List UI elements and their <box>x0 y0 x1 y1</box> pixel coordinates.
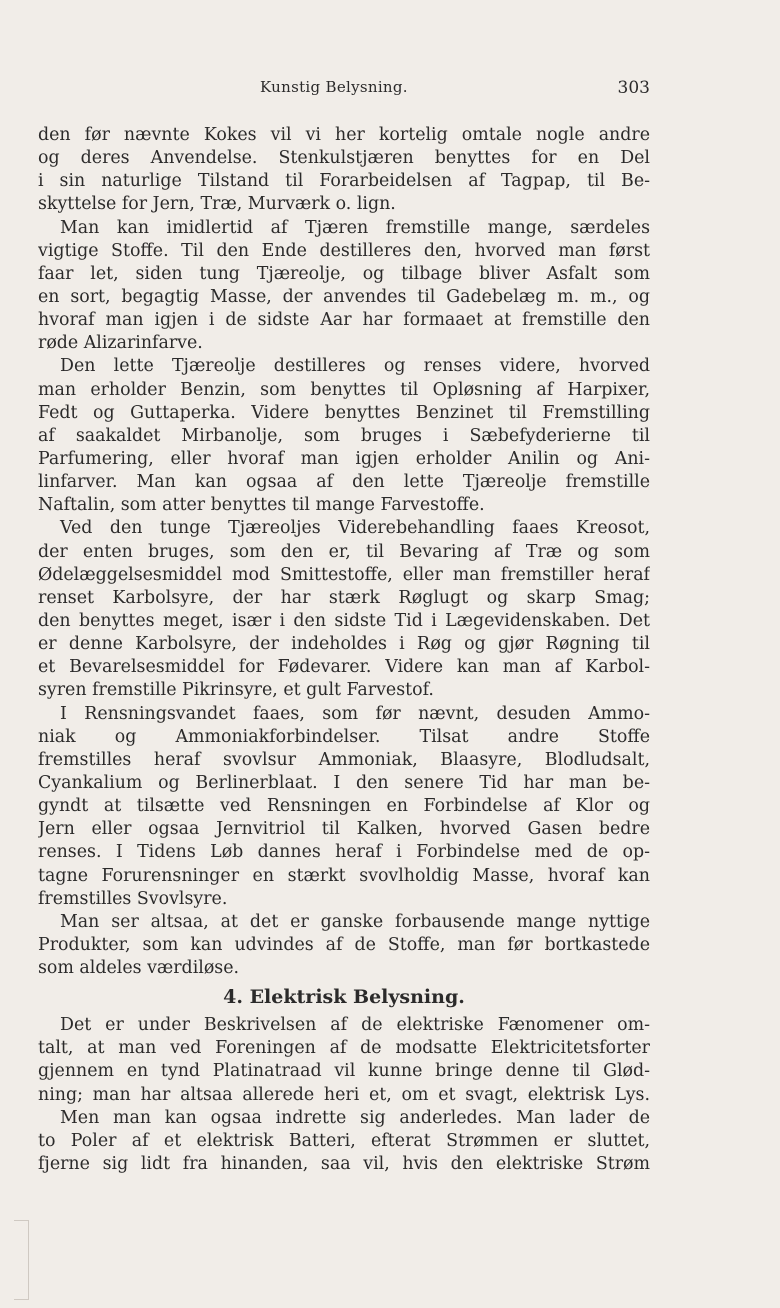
text-line: gyndt at tilsætte ved Rensningen en Forbindelse af Klor og <box>38 796 650 817</box>
paragraph <box>38 517 650 702</box>
text-line: røde Alizarinfarve. <box>38 333 203 354</box>
page-number: 303 <box>617 78 650 98</box>
text-line: talt, at man ved Foreningen af de modsatte Elektricitetsforter <box>38 1038 650 1059</box>
text-line: renset Karbolsyre, der har stærk Røglugt og skarp Smag; <box>38 587 650 608</box>
text-line: af saakaldet Mirbanolje, som bruges i Sæbefyderierne til <box>38 425 650 446</box>
text-line: Man kan imidlertid af Tjæren fremstille mange, særdeles <box>60 217 650 238</box>
text-line: Det er under Beskrivelsen af de elektriske Fænomener om- <box>60 1015 650 1036</box>
text-line: fremstilles heraf svovlsur Ammoniak, Blaasyre, Blodludsalt, <box>38 749 650 770</box>
text-line: renses. I Tidens Løb dannes heraf i Forbindelse med de op- <box>38 842 650 863</box>
text-line: linfarver. Man kan ogsaa af den lette Tjæreolje fremstille <box>38 472 650 493</box>
text-line: den før nævnte Kokes vil vi her kortelig omtale nogle andre <box>38 125 650 145</box>
body-text <box>38 124 650 1176</box>
text-line: Ved den tunge Tjæreoljes Viderebehandling faaes Kreosot, <box>60 518 650 539</box>
text-line: og deres Anvendelse. Stenkulstjæren benyttes for en Del <box>38 148 650 169</box>
paragraph <box>38 1107 650 1176</box>
text-line: Parfumering, eller hvoraf man igjen erholder Anilin og Ani- <box>38 448 650 469</box>
text-line: Men man kan ogsaa indrette sig anderledes. Man lader de <box>60 1107 650 1128</box>
text-line: I Rensningsvandet faaes, som før nævnt, desuden Ammo- <box>60 703 650 724</box>
text-line: Ødelæggelsesmiddel mod Smittestoffe, eller man fremstiller heraf <box>38 564 650 585</box>
text-line: fjerne sig lidt fra hinanden, saa vil, hvis den elektriske Strøm <box>38 1154 650 1175</box>
paragraph <box>38 355 650 517</box>
text-line: en sort, begagtig Masse, der anvendes til Gadebelæg m. m., og <box>38 286 650 307</box>
section-heading: 4. Elektrisk Belysning. <box>223 986 465 1009</box>
paragraph <box>38 703 650 911</box>
text-line: Naftalin, som atter benyttes til mange Farvestoffe. <box>38 495 485 516</box>
text-line: er denne Karbolsyre, der indeholdes i Røg og gjør Røgning til <box>38 634 650 655</box>
text-line: to Poler af et elektrisk Batteri, efterat Strømmen er sluttet, <box>38 1130 650 1151</box>
paragraph <box>38 1014 650 1107</box>
text-line: tagne Forurensninger en stærkt svovlholdig Masse, hvoraf kan <box>38 865 650 886</box>
page-header <box>38 78 650 100</box>
text-line: i sin naturlige Tilstand til Forarbeidelsen af Tagpap, til Be- <box>38 171 650 192</box>
text-line: man erholder Benzin, som benyttes til Opløsning af Harpixer, <box>38 379 650 400</box>
text-line: ning; man har altsaa allerede heri et, om et svagt, elektrisk Lys. <box>38 1084 650 1105</box>
text-line: Cyankalium og Berlinerblaat. I den senere Tid har man be- <box>38 772 650 793</box>
text-line: Jern eller ogsaa Jernvitriol til Kalken, hvorved Gasen bedre <box>38 819 650 840</box>
text-line: syren fremstille Pikrinsyre, et gult Farvestof. <box>38 680 434 701</box>
text-line: Den lette Tjæreolje destilleres og renses videre, hvorved <box>60 356 650 377</box>
text-line: den benyttes meget, især i den sidste Tid i Lægevidenskaben. Det <box>38 610 650 631</box>
text-line: fremstilles Svovlsyre. <box>38 888 228 909</box>
text-line: faar let, siden tung Tjæreolje, og tilbage bliver Asfalt som <box>38 263 650 284</box>
text-line: skyttelse for Jern, Træ, Murværk o. lign. <box>38 194 396 215</box>
text-line: gjennem en tynd Platinatraad vil kunne bringe denne til Glød- <box>38 1061 650 1082</box>
paragraph <box>38 124 650 217</box>
paragraph <box>38 217 650 356</box>
text-line: et Bevarelsesmiddel for Fødevarer. Videre kan man af Karbol- <box>38 657 650 678</box>
text-line: der enten bruges, som den er, til Bevaring af Træ og som <box>38 541 650 562</box>
text-line: Fedt og Guttaperka. Videre benyttes Benzinet til Fremstilling <box>38 402 650 423</box>
paragraph <box>38 911 650 980</box>
text-line: som aldeles værdiløse. <box>38 958 240 979</box>
running-head: Kunstig Belysning. <box>260 78 408 96</box>
text-line: niak og Ammoniakforbindelser. Tilsat andre Stoffe <box>38 726 650 747</box>
page-edge-mark <box>14 1220 29 1300</box>
text-line: hvoraf man igjen i de sidste Aar har formaaet at fremstille den <box>38 310 650 331</box>
text-line: vigtige Stoffe. Til den Ende destilleres den, hvorved man først <box>38 240 650 261</box>
text-line: Man ser altsaa, at det er ganske forbausende mange nyttige <box>60 911 650 932</box>
text-line: Produkter, som kan udvindes af de Stoffe, man før bortkastede <box>38 934 650 955</box>
